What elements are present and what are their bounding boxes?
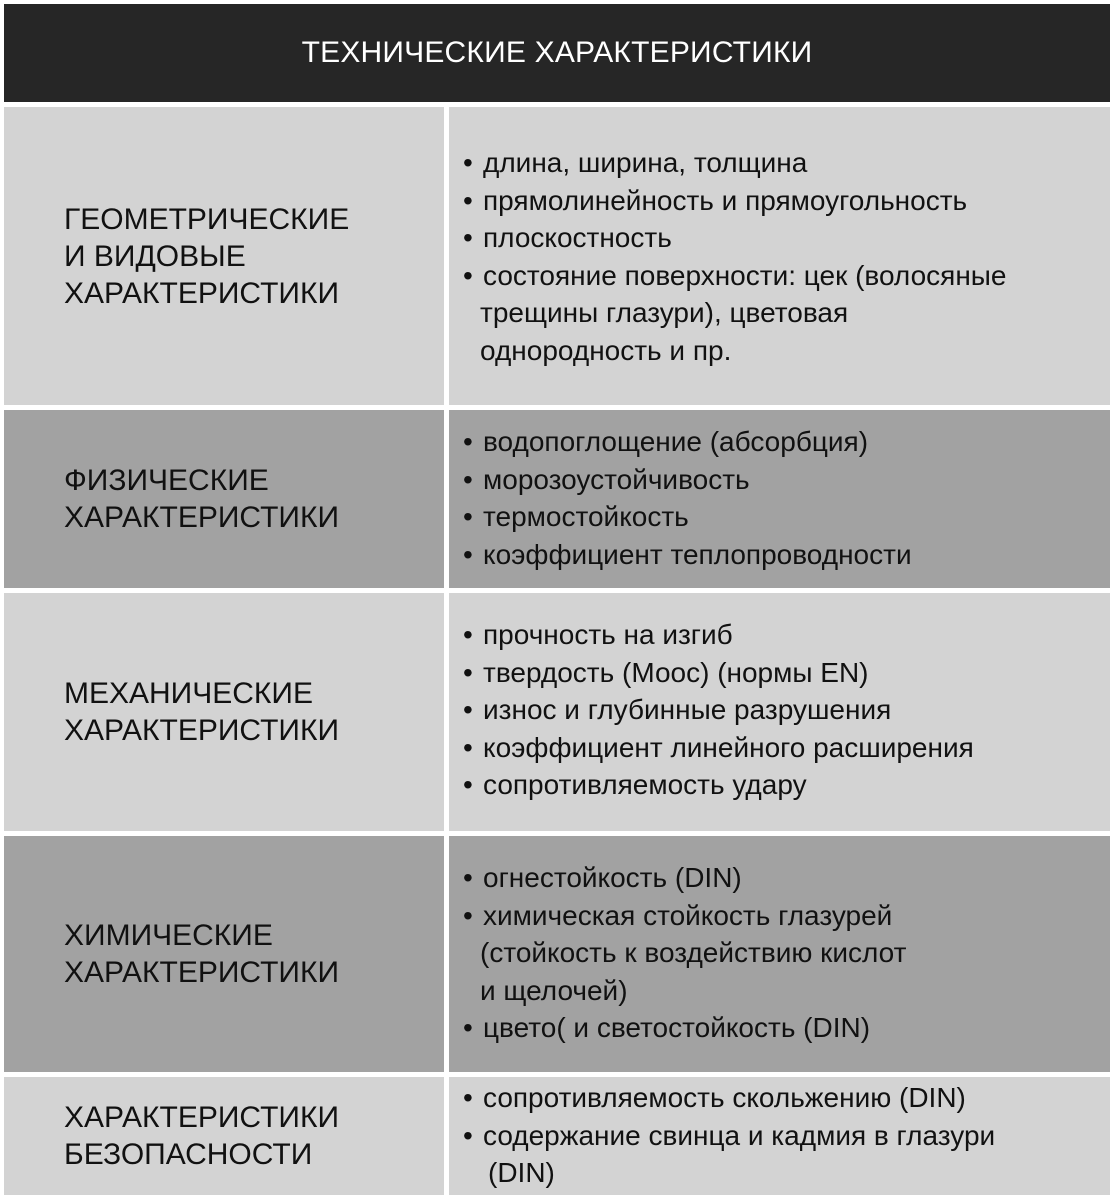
item-text: коэффициент линейного расширения — [483, 731, 974, 763]
list-item — [463, 859, 1110, 897]
bullet: • — [463, 1012, 473, 1043]
list-item — [463, 654, 1110, 692]
bullet: • — [463, 259, 473, 291]
row-list-mechanical — [449, 593, 1110, 831]
item-text: морозоустойчивость — [483, 463, 750, 495]
item-text: износ и глубинные разрушения — [483, 694, 892, 725]
row-label-chemical — [4, 836, 444, 1072]
item-text-continued: и щелочей) — [480, 974, 628, 1006]
item-text: сопротивляемость скольжению (DIN) — [483, 1082, 966, 1113]
row-list-chemical — [449, 836, 1110, 1072]
list-item — [463, 423, 1110, 461]
item-text: химическая стойкость глазурей — [483, 899, 893, 931]
item-text: прочность на изгиб — [483, 619, 733, 650]
label-line: ХАРАКТЕРИСТИКИ — [64, 956, 340, 989]
label-line: ГЕОМЕТРИЧЕСКИЕ — [64, 202, 350, 236]
list-item — [463, 257, 1110, 370]
table-title: ТЕХНИЧЕСКИЕ ХАРАКТЕРИСТИКИ — [301, 36, 813, 69]
table-header — [4, 4, 1110, 102]
item-text: длина, ширина, толщина — [483, 147, 808, 178]
list-item — [463, 691, 1110, 729]
bullet: • — [463, 731, 473, 763]
item-text: состояние поверхности: цек (волосяные — [483, 259, 1007, 291]
item-text: твердость (Моос) (нормы EN) — [483, 656, 869, 688]
bullet: • — [463, 1082, 473, 1113]
bullet: • — [463, 619, 473, 650]
list-item — [463, 1009, 1110, 1047]
item-text: цвето( и светостойкость (DIN) — [483, 1012, 871, 1043]
list-item — [463, 536, 1110, 574]
list-item — [463, 498, 1110, 536]
row-list-geometric — [449, 107, 1110, 405]
list-item — [463, 1079, 1110, 1117]
label-line: ХАРАКТЕРИСТИКИ — [64, 501, 340, 534]
item-text: прямолинейность и прямоугольность — [483, 184, 968, 216]
bullet: • — [463, 899, 473, 931]
item-text: коэффициент теплопроводности — [483, 538, 912, 570]
list-item — [463, 766, 1110, 804]
bullet: • — [463, 147, 473, 178]
item-text: содержание свинца и кадмия в глазури — [483, 1119, 996, 1151]
label-line: БЕЗОПАСНОСТИ — [64, 1138, 313, 1171]
list-item — [463, 219, 1110, 257]
bullet: • — [463, 538, 473, 570]
label-line: И ВИДОВЫЕ — [64, 239, 246, 273]
label-line: ФИЗИЧЕСКИЕ — [64, 464, 269, 497]
row-label-geometric — [4, 107, 444, 405]
item-text: сопротивляемость удару — [483, 769, 807, 800]
label-line: ХАРАКТЕРИСТИКИ — [64, 1101, 340, 1134]
item-text-continued: трещины глазури), цветовая — [480, 297, 849, 328]
bullet: • — [463, 463, 473, 495]
list-item — [463, 144, 1110, 182]
row-label-safety — [4, 1077, 444, 1195]
item-text: водопоглощение (абсорбция) — [483, 426, 869, 457]
item-text-continued: (DIN) — [488, 1157, 555, 1188]
bullet: • — [463, 862, 473, 893]
list-item — [463, 616, 1110, 654]
row-list-safety — [449, 1077, 1110, 1195]
row-list-physical — [449, 410, 1110, 588]
list-item — [463, 182, 1110, 220]
item-text-continued: (стойкость к воздействию кислот — [480, 937, 907, 968]
list-item — [463, 461, 1110, 499]
item-text: огнестойкость (DIN) — [483, 862, 742, 893]
bullet: • — [463, 501, 473, 532]
row-label-physical — [4, 410, 444, 588]
label-line: МЕХАНИЧЕСКИЕ — [64, 677, 313, 710]
bullet: • — [463, 694, 473, 725]
item-text: термостойкость — [483, 501, 689, 532]
item-text: плоскостность — [483, 222, 672, 253]
bullet: • — [463, 656, 473, 688]
bullet: • — [463, 426, 473, 457]
bullet: • — [463, 1119, 473, 1151]
row-label-mechanical — [4, 593, 444, 831]
bullet: • — [463, 184, 473, 216]
label-line: ХАРАКТЕРИСТИКИ — [64, 276, 340, 310]
list-item — [463, 1117, 1110, 1192]
list-item — [463, 729, 1110, 767]
bullet: • — [463, 769, 473, 800]
label-line: ХИМИЧЕСКИЕ — [64, 919, 273, 952]
item-text-continued: однородность и пр. — [480, 334, 732, 366]
bullet: • — [463, 222, 473, 253]
list-item — [463, 897, 1110, 1010]
label-line: ХАРАКТЕРИСТИКИ — [64, 714, 340, 747]
